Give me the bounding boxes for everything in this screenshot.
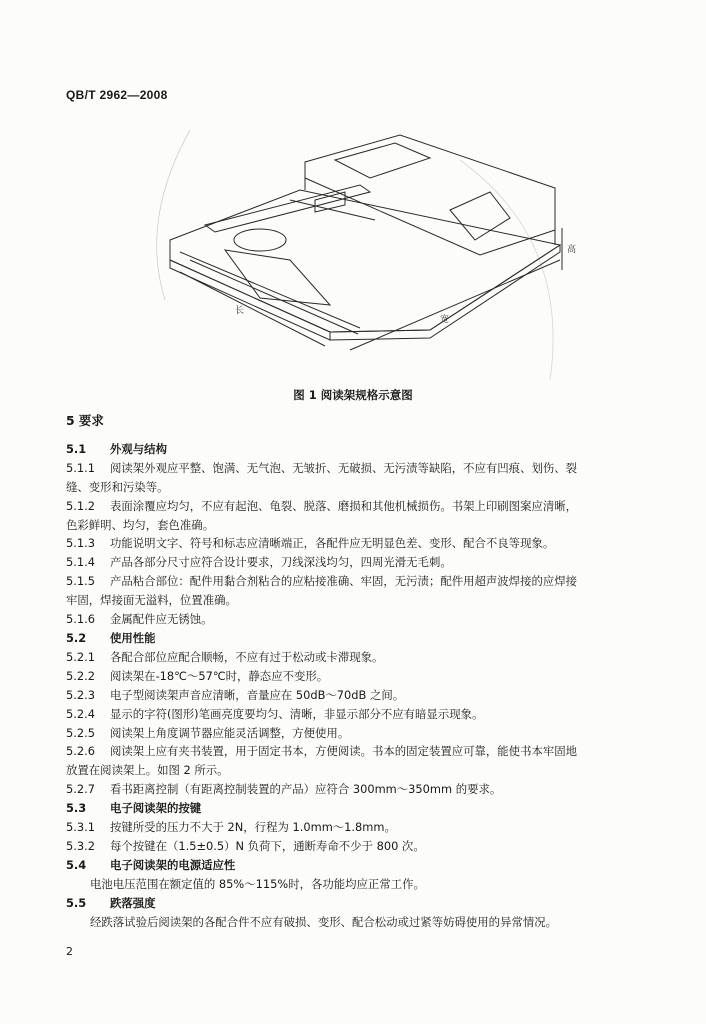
clause-continuation [66, 761, 648, 780]
clause-number: 5.3.1 [66, 820, 95, 835]
clause-text: 功能说明文字、符号和标志应清晰端正，各配件应无明显色差、变形、配合不良等现象。 [110, 536, 555, 551]
section-5-requirements [66, 412, 648, 931]
clause-5-4 [66, 856, 648, 875]
clause-number: 5.1.4 [66, 555, 95, 570]
clause-5-1-6 [66, 610, 648, 629]
clause-text: 阅读架在-18℃～57℃时，静态应不变形。 [110, 668, 329, 683]
clause-number: 5.1.6 [66, 612, 95, 627]
clause-5-1 [66, 440, 648, 459]
clause-text: 电子型阅读架声音应清晰，音量应在 50dB～70dB 之间。 [110, 687, 405, 702]
clause-text: 牢固，焊接面无溢料，位置准确。 [66, 593, 237, 608]
clause-text: 看书距离控制（有距离控制装置的产品）应符合 300mm～350mm 的要求。 [110, 782, 502, 797]
clause-text: 每个按键在（1.5±0.5）N 负荷下，通断寿命不少于 800 次。 [110, 838, 425, 853]
clause-text: 按键所受的压力不大于 2N，行程为 1.0mm～1.8mm。 [110, 820, 396, 835]
section-title: 5 要求 [66, 413, 104, 428]
clause-number: 5.1.5 [66, 574, 95, 589]
clause-continuation [66, 516, 648, 535]
clause-continuation [66, 875, 648, 894]
clause-5-2-5 [66, 724, 648, 743]
clause-number: 5.3.2 [66, 838, 95, 853]
dim-length-label: 长 [235, 306, 245, 316]
clause-number: 5.2.5 [66, 725, 95, 740]
clause-5-2-2 [66, 667, 648, 686]
clause-continuation [66, 913, 648, 932]
clause-number: 5.2.2 [66, 668, 95, 683]
clause-text: 跌落强度 [110, 895, 156, 910]
dim-height-label: 高 [567, 245, 577, 255]
clause-number: 5.1.3 [66, 536, 95, 551]
clause-number: 5.2.1 [66, 649, 95, 664]
clause-text: 使用性能 [110, 630, 156, 645]
clause-text: 放置在阅读架上。如图 2 所示。 [66, 763, 229, 778]
standard-code: QB/T 2962—2008 [66, 88, 168, 102]
clause-number: 5.2.4 [66, 706, 95, 721]
clause-text: 金属配件应无锈蚀。 [110, 612, 213, 627]
clause-text: 阅读架上应有夹书装置，用于固定书本，方便阅读。书本的固定装置应可靠，能使书本牢固地 [110, 744, 578, 759]
clause-5-1-1 [66, 459, 648, 478]
clause-number: 5.1 [66, 441, 87, 456]
clause-number: 5.1.1 [66, 460, 95, 475]
clause-5-2 [66, 629, 648, 648]
dim-width-label: 宽 [440, 315, 450, 325]
clause-text: 缝、变形和污染等。 [66, 479, 169, 494]
clause-text: 经跌落试验后阅读架的各配合件不应有破损、变形、配合松动或过紧等妨碍使用的异常情况。 [90, 914, 558, 929]
clause-text: 阅读架外观应平整、饱满、无气泡、无皱折、无破损、无污渍等缺陷，不应有凹痕、划伤、裂 [110, 460, 578, 475]
clause-lines [66, 440, 648, 932]
clause-text: 显示的字符(图形)笔画亮度要均匀、清晰，非显示部分不应有暗显示现象。 [110, 706, 484, 721]
clause-number: 5.2.7 [66, 782, 95, 797]
figure-caption: 图 1 阅读架规格示意图 [293, 388, 413, 402]
clause-5-1-5 [66, 572, 648, 591]
page-number: 2 [66, 945, 73, 958]
clause-5-1-2 [66, 497, 648, 516]
clause-number: 5.2 [66, 630, 87, 645]
clause-number: 5.5 [66, 895, 87, 910]
clause-5-5 [66, 894, 648, 913]
clause-5-2-7 [66, 780, 648, 799]
clause-5-3 [66, 799, 648, 818]
clause-continuation [66, 478, 648, 497]
clause-number: 5.1.2 [66, 498, 95, 513]
clause-5-1-4 [66, 553, 648, 572]
clause-5-3-2 [66, 837, 648, 856]
clause-5-2-1 [66, 648, 648, 667]
clause-number: 5.2.3 [66, 687, 95, 702]
clause-5-2-6 [66, 742, 648, 761]
clause-text: 各配合部位应配合顺畅，不应有过于松动或卡滞现象。 [110, 649, 384, 664]
clause-text: 色彩鲜明、均匀，套色准确。 [66, 517, 215, 532]
clause-text: 阅读架上角度调节器应能灵活调整，方便使用。 [110, 725, 350, 740]
clause-5-3-1 [66, 818, 648, 837]
clause-number: 5.2.6 [66, 744, 95, 759]
clause-5-2-4 [66, 705, 648, 724]
clause-text: 电池电压范围在额定值的 85%～115%时，各功能均应正常工作。 [90, 876, 425, 891]
clause-text: 电子阅读架的按键 [110, 801, 202, 816]
clause-number: 5.4 [66, 857, 87, 872]
clause-text: 产品粘合部位：配件用黏合剂粘合的应粘接准确、牢固，无污渍；配件用超声波焊接的应焊接 [110, 574, 578, 589]
clause-5-1-3 [66, 534, 648, 553]
clause-5-2-3 [66, 686, 648, 705]
clause-text: 产品各部分尺寸应符合设计要求，刀线深浅均匀，四周光滑无毛刺。 [110, 555, 452, 570]
clause-text: 外观与结构 [110, 441, 167, 456]
clause-text: 电子阅读架的电源适应性 [110, 857, 236, 872]
clause-text: 表面涂覆应均匀，不应有起泡、龟裂、脱落、磨损和其他机械损伤。书架上印刷图案应清晰， [110, 498, 578, 513]
clause-number: 5.3 [66, 801, 87, 816]
clause-continuation [66, 591, 648, 610]
reading-stand-figure [130, 100, 590, 385]
